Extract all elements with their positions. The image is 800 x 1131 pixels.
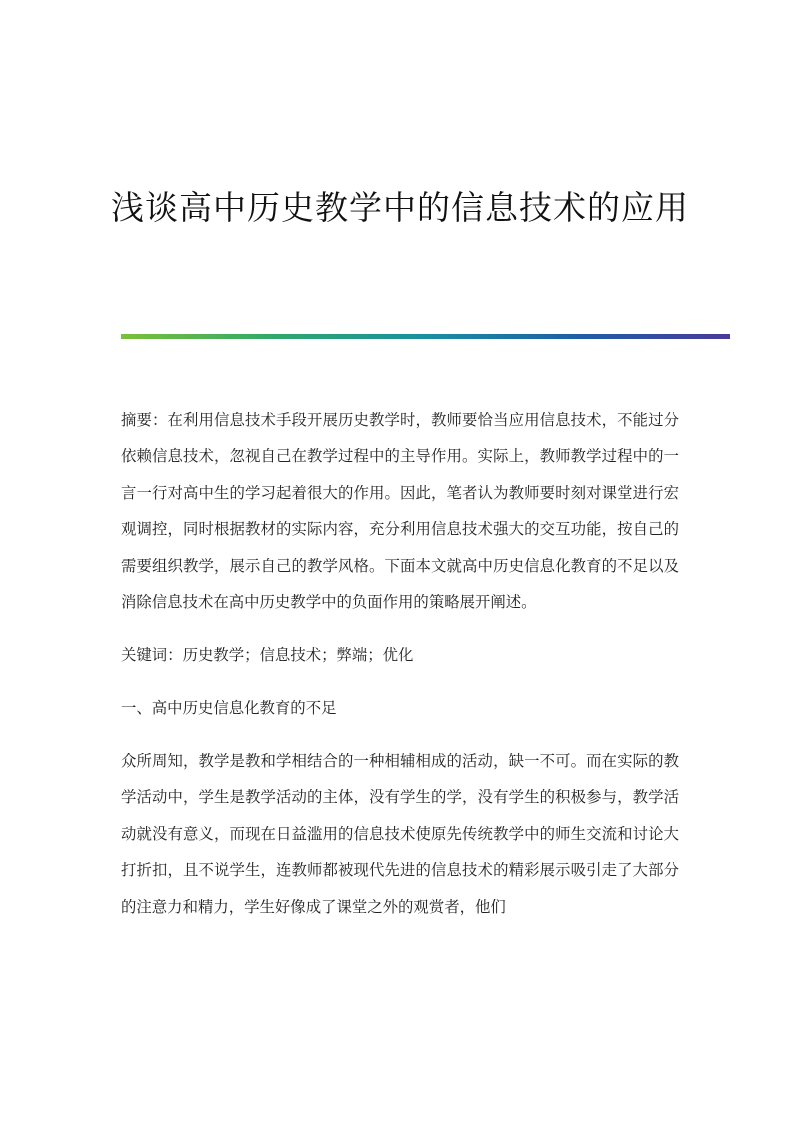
abstract-label: 摘要： bbox=[121, 411, 168, 429]
document-body bbox=[121, 402, 679, 942]
keywords-text: 历史教学；信息技术；弊端；优化 bbox=[182, 646, 414, 665]
keywords-label: 关键词： bbox=[121, 646, 183, 665]
title-divider bbox=[121, 334, 730, 339]
page-title: 浅谈高中历史教学中的信息技术的应用 bbox=[111, 188, 689, 227]
keywords-paragraph bbox=[121, 637, 679, 673]
body-paragraph: 众所周知，教学是教和学相结合的一种相辅相成的活动，缺一不可。而在实际的教学活动中，学生是教学活动的主体，没有学生的学，没有学生的积极参与，教学活动就没有意义，而现在日益滥用的信息技术使原先传统教学中的师生交流和讨论大打折扣，且不说学生，连教师都被现代先进的信息技术的精彩展示吸引走了大部分的注意力和精力，学生好像成了课堂之外的观赏者，他们 bbox=[121, 752, 679, 916]
abstract-paragraph bbox=[121, 402, 679, 620]
abstract-text: 在利用信息技术手段开展历史教学时，教师要恰当应用信息技术，不能过分依赖信息技术，忽视自己在教学过程中的主导作用。实际上，教师教学过程中的一言一行对高中生的学习起着很大的作用。因此，笔者认为教师要时刻对课堂进行宏观调控，同时根据教材的实际内容，充分利用信息技术强大的交互功能，按自己的需要组织教学，展示自己的教学风格。下面本文就高中历史信息化教育的不足以及消除信息技术在高中历史教学中的负面作用的策略展开阐述。 bbox=[121, 411, 679, 612]
section-heading: 一、高中历史信息化教育的不足 bbox=[121, 699, 337, 718]
